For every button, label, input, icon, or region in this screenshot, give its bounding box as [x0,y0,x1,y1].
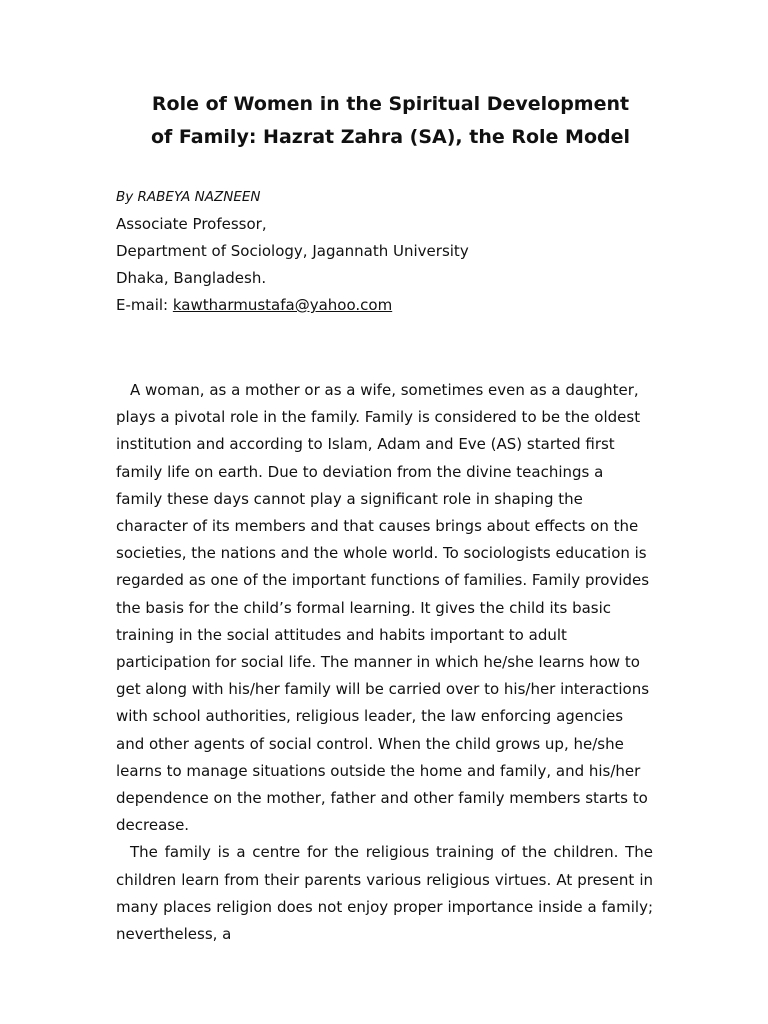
author-name: By RABEYA NAZNEEN [116,189,261,205]
document-title [116,88,653,154]
author-location: Dhaka, Bangladesh. [116,269,267,287]
body-text [116,377,653,948]
email-link[interactable]: kawtharmustafa@yahoo.com [172,296,393,314]
author-position: Associate Professor, [116,215,267,233]
author-info [116,184,653,319]
author-email-line [116,292,653,319]
paragraph-2: The family is a centre for the religious training of the children. The children learn from their parents various religious virtues. At present in many places religion does not enjoy proper importance inside a family; nevertheless, a [116,843,653,944]
author-department: Department of Sociology, Jagannath University [116,242,469,260]
title-line-2: of Family: Hazrat Zahra (SA), the Role Model [151,126,630,148]
email-label: E-mail: [116,296,173,314]
title-line-1: Role of Women in the Spiritual Development [151,93,630,115]
paragraph-1: A woman, as a mother or as a wife, sometimes even as a daughter, plays a pivotal role in the family. Family is considered to be the oldest institution and according to Islam, Adam and Eve (AS) started first family life on earth. Due to deviation from the divine teachings a family these days cannot play a significant role in shaping the character of its members and that causes brings about effects on the societies, the nations and the whole world. To sociologists education is regarded as one of the important functions of families. Family provides the basis for the child’s formal learning. It gives the child its basic training in the social attitudes and habits important to adult participation for social life. The manner in which he/she learns how to get along with his/her family will be carried over to his/her interactions with school authorities, religious leader, the law enforcing agencies and other agents of social control. When the child grows up, he/she learns to manage situations outside the home and family, and his/her dependence on the mother, father and other family members starts to decrease. [116,381,650,835]
document-page [116,88,653,948]
